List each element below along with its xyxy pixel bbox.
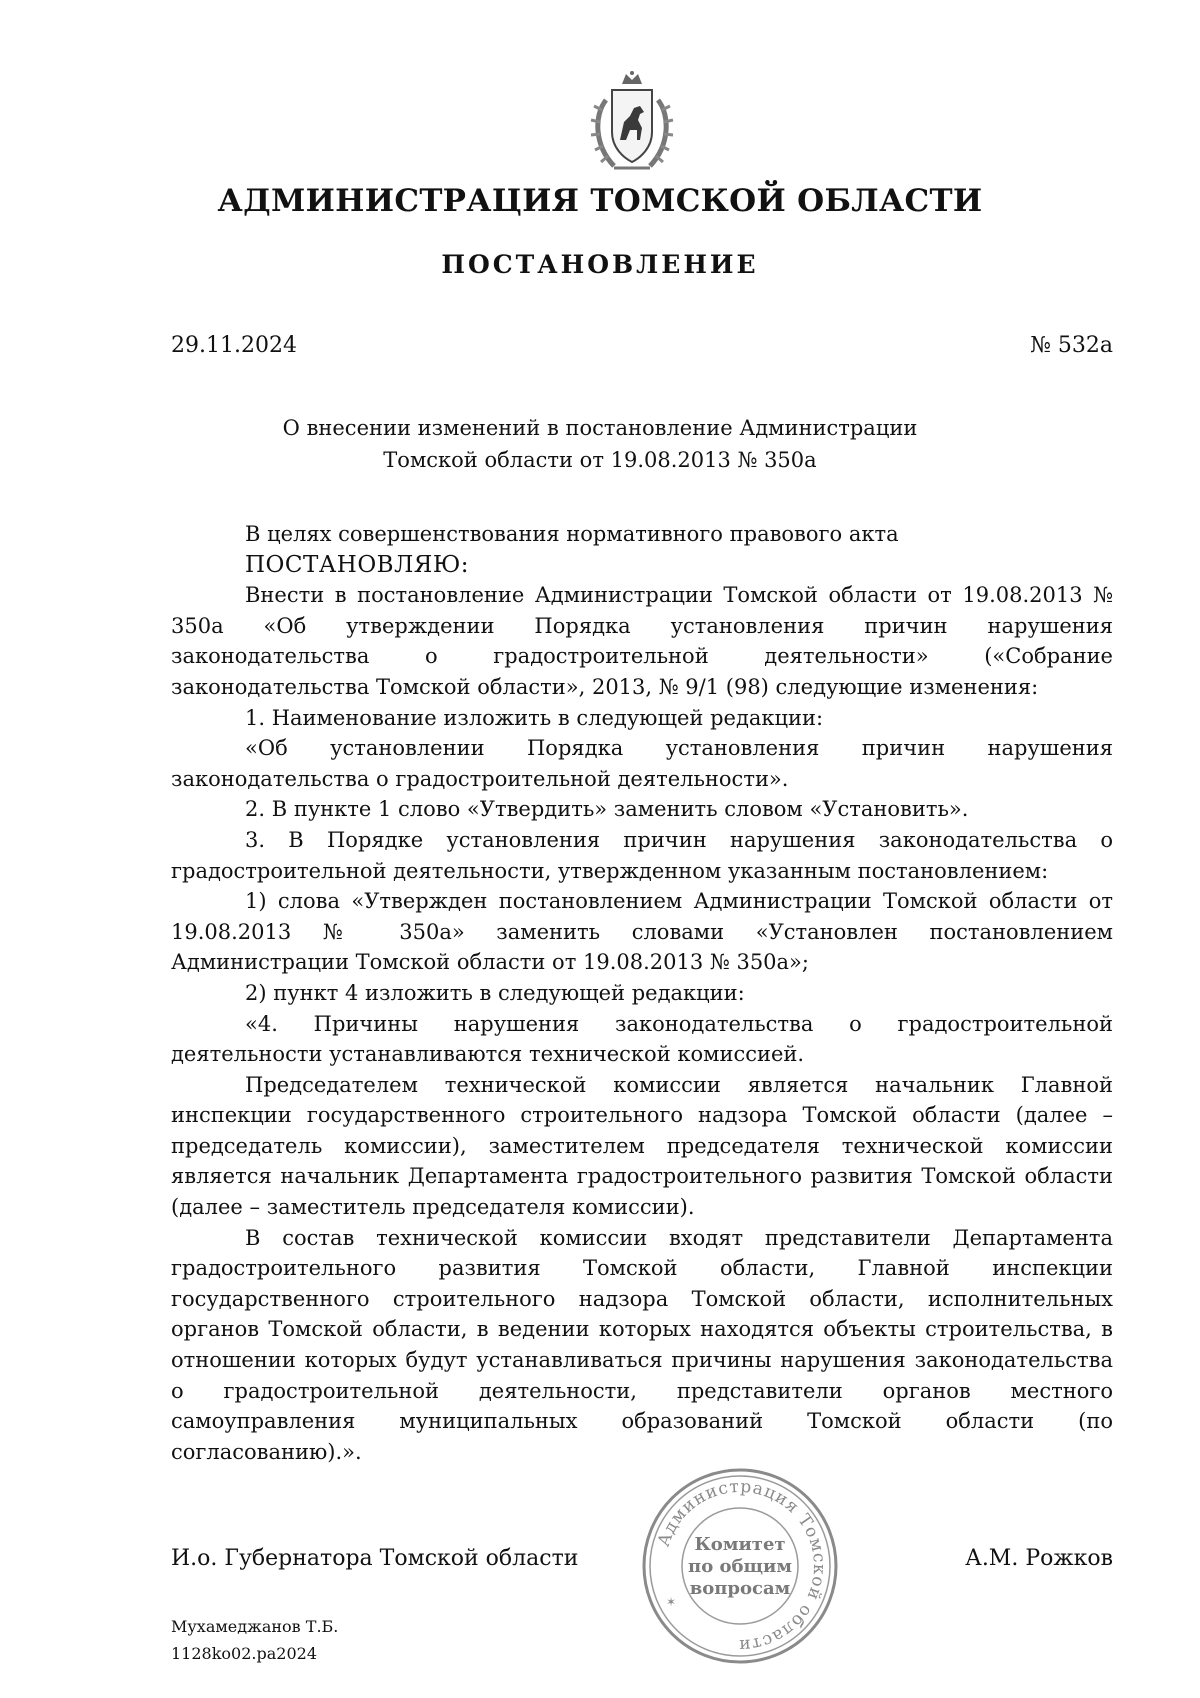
- subject-line: О внесении изменений в постановление Администрации: [282, 416, 918, 440]
- body-paragraph: 2) пункт 4 изложить в следующей редакции:: [245, 980, 745, 1005]
- organization-title: АДМИНИСТРАЦИЯ ТОМСКОЙ ОБЛАСТИ: [217, 183, 983, 219]
- signatory-name: А.М. Рожков: [965, 1546, 1113, 1571]
- body-paragraph: 1. Наименование изложить в следующей редакции:: [245, 705, 824, 730]
- body-paragraph: «Об установлении Порядка установления причин нарушения законодательства о градостроительной деятельности».: [171, 736, 1113, 791]
- body-paragraph: Председателем технической комиссии является начальник Главной инспекции государственного строительного надзора Томской области (далее – председатель комиссии), заместителем председателя технической комиссии является начальник Департамента градостроительного развития Томской области (далее – заместитель председателя комиссии).: [171, 1072, 1113, 1220]
- coat-of-arms-icon: [584, 70, 680, 178]
- body-paragraph: «4. Причины нарушения законодательства о градостроительной деятельности устанавливаются технической комиссией.: [171, 1011, 1113, 1067]
- file-code: 1128ko02.pa2024: [171, 1644, 317, 1663]
- signatory-title: И.о. Губернатора Томской области: [171, 1546, 579, 1571]
- decree-statement: ПОСТАНОВЛЯЮ:: [245, 551, 470, 578]
- coat-of-arms-emblem: [584, 70, 680, 178]
- seal-line: по общим: [688, 1556, 792, 1577]
- seal-line: Комитет: [694, 1534, 786, 1555]
- executor-name: Мухамеджанов Т.Б.: [171, 1617, 339, 1636]
- body-paragraph: В целях совершенствования нормативного правового акта: [245, 522, 899, 546]
- document-number: № 532а: [1030, 333, 1113, 358]
- document-type: ПОСТАНОВЛЕНИЕ: [441, 250, 759, 279]
- official-seal: [640, 1466, 840, 1666]
- document-subject: [0, 412, 1200, 476]
- body-paragraph: 3. В Порядке установления причин нарушения законодательства о градостроительной деятельности, утвержденном указанным постановлением:: [171, 827, 1113, 883]
- seal-line: вопросам: [689, 1578, 791, 1599]
- seal-outer-text: Администрация Томской области: [653, 1476, 830, 1656]
- seal-star-icon: ✶: [666, 1595, 677, 1609]
- seal-icon: [640, 1466, 840, 1666]
- document-body: [171, 519, 1113, 1467]
- body-paragraph: Внести в постановление Администрации Томской области от 19.08.2013 № 350а «Об утверждении Порядка установления причин нарушения законодательства о градостроительной деятельности» («Собрание законодательства Томской области», 2013, № 9/1 (98) следующие изменения:: [171, 583, 1113, 699]
- body-paragraph: 2. В пункте 1 слово «Утвердить» заменить словом «Установить».: [245, 797, 969, 822]
- body-paragraph: 1) слова «Утвержден постановлением Администрации Томской области от 19.08.2013 № 350а» заменить словами «Установлен постановлением Администрации Томской области от 19.08.2013 № 350а»;: [171, 889, 1113, 975]
- document-date: 29.11.2024: [171, 333, 297, 358]
- body-paragraph: В состав технической комиссии входят представители Департамента градостроительного развития Томской области, Главной инспекции государственного строительного надзора Томской области, исполнительных органов Томской области, в ведении которых находятся объекты строительства, в отношении которых будут устанавливаться причины нарушения законодательства о градостроительной деятельности, представители органов местного самоуправления муниципальных образований Томской области (по согласованию).».: [171, 1225, 1113, 1464]
- document-footer: [171, 1613, 338, 1667]
- subject-line: Томской области от 19.08.2013 № 350а: [383, 448, 817, 472]
